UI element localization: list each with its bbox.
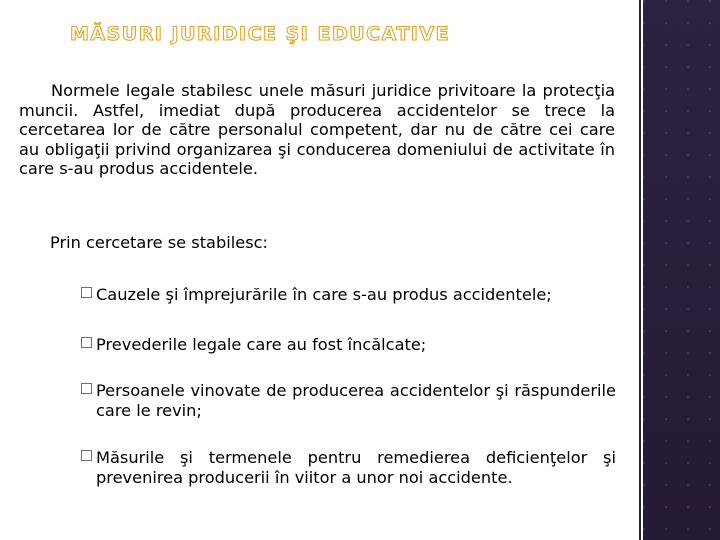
bullet-text: Măsurile şi termenele pentru remedierea deficienţelor şi prevenirea producerii în viitor a unor noi accidente. <box>96 448 616 487</box>
bullet-text: Cauzele şi împrejurările în care s-au produs accidentele; <box>96 285 552 304</box>
slide-title: MĂSURI JURIDICE ŞI EDUCATIVE <box>70 23 451 45</box>
bullet-item <box>81 335 621 355</box>
decorative-side-panel <box>643 0 720 540</box>
checkbox-bullet-icon <box>81 450 92 461</box>
bullet-item <box>81 285 621 305</box>
bullet-item <box>81 381 616 420</box>
lead-text: Prin cercetare se stabilesc: <box>50 233 268 252</box>
side-divider <box>639 0 641 540</box>
checkbox-bullet-icon <box>81 337 92 348</box>
bullet-item <box>81 448 616 487</box>
bullet-text: Prevederile legale care au fost încălcate; <box>96 335 427 354</box>
bullet-text: Persoanele vinovate de producerea accidentelor şi răspunderile care le revin; <box>96 381 616 420</box>
checkbox-bullet-icon <box>81 383 92 394</box>
intro-paragraph: Normele legale stabilesc unele măsuri juridice privitoare la protecţia muncii. Astfel, imediat după producerea accidentelor se trece la cercetarea lor de către personalul competent, dar nu de către cei care au obligaţii privind organizarea şi conducerea domeniului de activitate în care s-au produs accidentele. <box>19 81 615 178</box>
checkbox-bullet-icon <box>81 287 92 298</box>
